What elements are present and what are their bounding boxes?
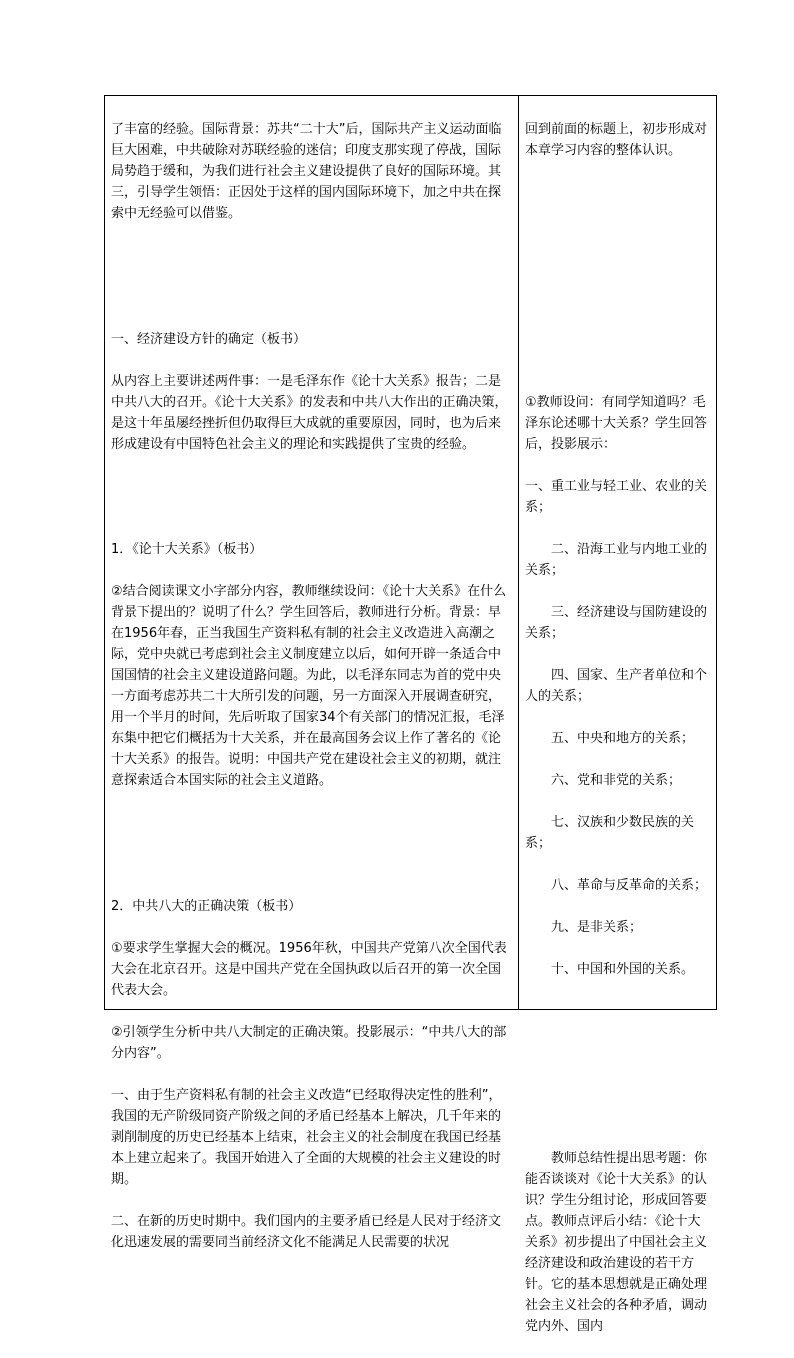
spacer [111,476,512,518]
activity-column [525,96,713,1358]
relation-item-6: 六、党和非党的关系； [525,773,682,788]
paragraph-ten-relations-background: ②结合阅读课文小字部分内容，教师继续设问：《论十大关系》在什么背景下提出的？说明了什么？学生回答后，教师进行分析。背景：早在1956年春，正当我国生产资料私有制的社会主义改造进入高潮之际，党中央就已考虑到社会主义制度建立以后，如何开辟一条适合中国国情的社会主义建设道路问题。为此，以毛泽东同志为首的党中央一方面考虑苏共二十大所引发的问题，另一方面深入开展调查研究，用一个半月的时间，先后听取了国家34个有关部门的情况汇报，毛泽东集中把它们概括为十大关系，并在最高国务会议上作了著名的《论十大关系》的报告。说明：中国共产党在建设社会主义的初期，就注意探索适合本国实际的社会主义道路。 [111,584,507,788]
spacer [525,1001,713,1127]
paragraph-teacher-question: ①教师设问：有同学知道吗？毛泽东论述哪十大关系？学生回答后，投影展示： [525,395,708,452]
spacer [525,182,713,371]
heading-ten-relations: 1．《论十大关系》（板书） [111,542,263,557]
relation-item-1: 一、重工业与轻工业、农业的关系； [525,479,708,515]
relation-item-8: 八、革命与反革命的关系； [525,878,708,893]
lesson-table [104,95,717,1334]
relation-item-9: 九、是非关系； [525,920,643,935]
content-column [111,96,512,1274]
relation-item-2: 二、沿海工业与内地工业的关系； [525,542,708,578]
relation-item-4: 四、国家、生产者单位和个人的关系； [525,668,708,704]
paragraph-congress-analysis: ②引领学生分析中共八大制定的正确决策。投影展示：“中共八大的部分内容”。 [111,1025,507,1061]
heading-eighth-congress: 2．中共八大的正确决策（板书） [111,899,302,914]
paragraph-congress-overview: ①要求学生掌握大会的概况。1956年秋，中国共产党第八次全国代表大会在北京召开。这是中国共产党在全国执政以后召开的第一次全国代表大会。 [111,941,507,998]
paragraph-background-end: 了丰富的经验。国际背景：苏共“二十大”后，国际共产主义运动面临巨大困难，中共破除对苏联经验的迷信；印度支那实现了停战，国际局势趋于缓和，为我们进行社会主义建设提供了良好的国际环境。其三，引导学生领悟：正因处于这样的国内国际环境下，加之中共在探索中无经验可以借鉴。 [111,122,502,221]
spacer [111,812,512,875]
paragraph-overview: 从内容上主要讲述两件事：一是毛泽东作《论十大关系》报告；二是中共八大的召开。《论十大关系》的发表和中共八大作出的正确决策，是这十年虽屡经挫折但仍取得巨大成就的重要原因，同时，也为后来形成建设有中国特色社会主义的理论和实践提供了宝贵的经验。 [111,374,508,452]
heading-economic-policy: 一、经济建设方针的确定（板书） [111,332,307,347]
paragraph-teacher-summary: 教师总结性提出思考题：你能否谈谈对《论十大关系》的认识？学生分组讨论，形成回答要点。教师点评后小结：《论十大关系》初步提出了中国社会主义经济建设和政治建设的若干方针。它的基本思想就是正确处理社会主义社会的各种矛盾，调动党内外、国内 [525,1151,708,1334]
relation-item-3: 三、经济建设与国防建设的关系； [525,605,708,641]
spacer [111,245,512,308]
paragraph-congress-point-1: 一、由于生产资料私有制的社会主义改造“已经取得决定性的胜利”，我国的无产阶级同资产阶级之间的矛盾已经基本上解决，几千年来的剥削制度的历史已经基本上结束，社会主义的社会制度在我国已经基本上建立起来了。我国开始进入了全面的大规模的社会主义建设的时期。 [111,1088,502,1187]
paragraph-intro-activity: 回到前面的标题上，初步形成对本章学习内容的整体认识。 [525,122,708,158]
relation-item-10: 十、中国和外国的关系。 [525,962,695,977]
paragraph-congress-point-2: 二、在新的历史时期中。我们国内的主要矛盾已经是人民对于经济文化迅速发展的需要同当前经济文化不能满足人民需要的状况 [111,1214,502,1250]
column-divider [518,96,519,1009]
relation-item-5: 五、中央和地方的关系； [525,731,695,746]
relation-item-7: 七、汉族和少数民族的关系； [525,815,695,851]
